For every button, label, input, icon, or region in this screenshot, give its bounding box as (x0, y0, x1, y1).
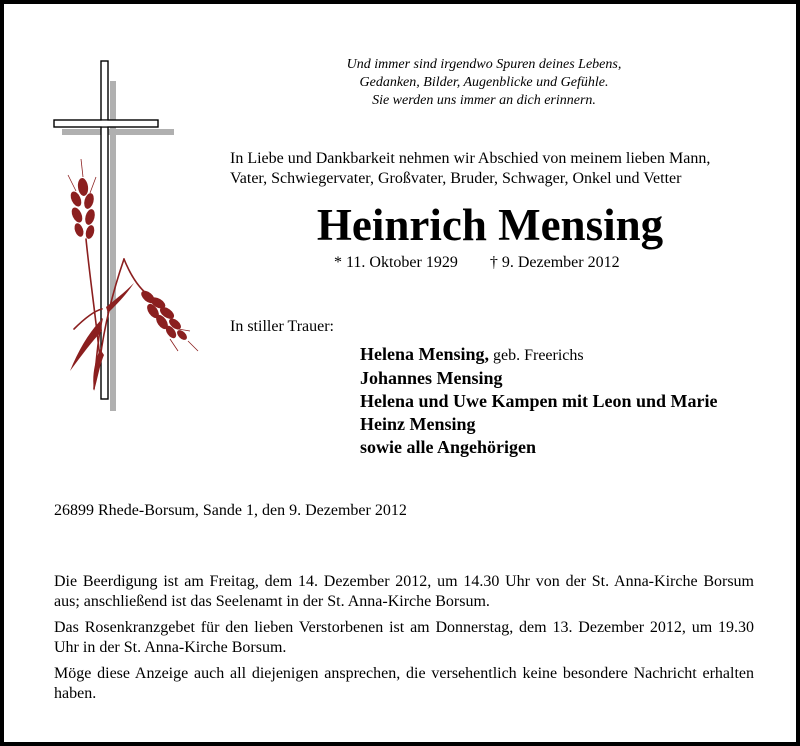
motto (304, 56, 664, 110)
funeral-notes (54, 572, 754, 710)
life-dates (334, 253, 620, 273)
mourners-list (360, 343, 718, 459)
place-and-date: 26899 Rhede-Borsum, Sande 1, den 9. Dezember 2012 (54, 502, 407, 519)
motto-line: Gedanken, Bilder, Augenblicke und Gefühle. (359, 75, 609, 90)
motto-line: Sie werden uns immer an dich erinnern. (372, 93, 596, 108)
intro-line: In Liebe und Dankbarkeit nehmen wir Abschied von meinem lieben Mann, (230, 150, 711, 167)
motto-line: Und immer sind irgendwo Spuren deines Lebens, (346, 57, 622, 72)
cross-with-wheat-icon (50, 59, 200, 419)
intro-text (230, 149, 790, 189)
mourner-line: Helena und Uwe Kampen mit Leon und Marie (360, 391, 718, 411)
mourner-line: sowie alle Angehörigen (360, 437, 536, 457)
mourner-maiden-name: geb. Freerichs (489, 347, 584, 364)
birth-date: * 11. Oktober 1929 (334, 254, 458, 271)
death-date: † 9. Dezember 2012 (489, 254, 620, 271)
funeral-note: Möge diese Anzeige auch all diejenigen ansprechen, die versehentlich keine besondere Nachricht erhalten haben. (54, 665, 754, 702)
deceased-name: Heinrich Mensing (316, 200, 664, 250)
funeral-note: Die Beerdigung ist am Freitag, dem 14. Dezember 2012, um 14.30 Uhr von der St. Anna-Kirche Borsum aus; anschließend ist das Seelenamt in der St. Anna-Kirche Borsum. (54, 573, 754, 610)
intro-line: Vater, Schwiegervater, Großvater, Bruder, Schwager, Onkel und Vetter (230, 170, 682, 187)
mourning-intro: In stiller Trauer: (230, 318, 334, 335)
mourner-line (360, 343, 718, 367)
funeral-note: Das Rosenkranzgebet für den lieben Verstorbenen ist am Donnerstag, dem 13. Dezember 2012, um 19.30 Uhr in der St. Anna-Kirche Borsum. (54, 619, 754, 656)
mourner-line: Heinz Mensing (360, 414, 476, 434)
mourner-name: Helena Mensing, (360, 344, 489, 364)
mourner-line: Johannes Mensing (360, 368, 503, 388)
